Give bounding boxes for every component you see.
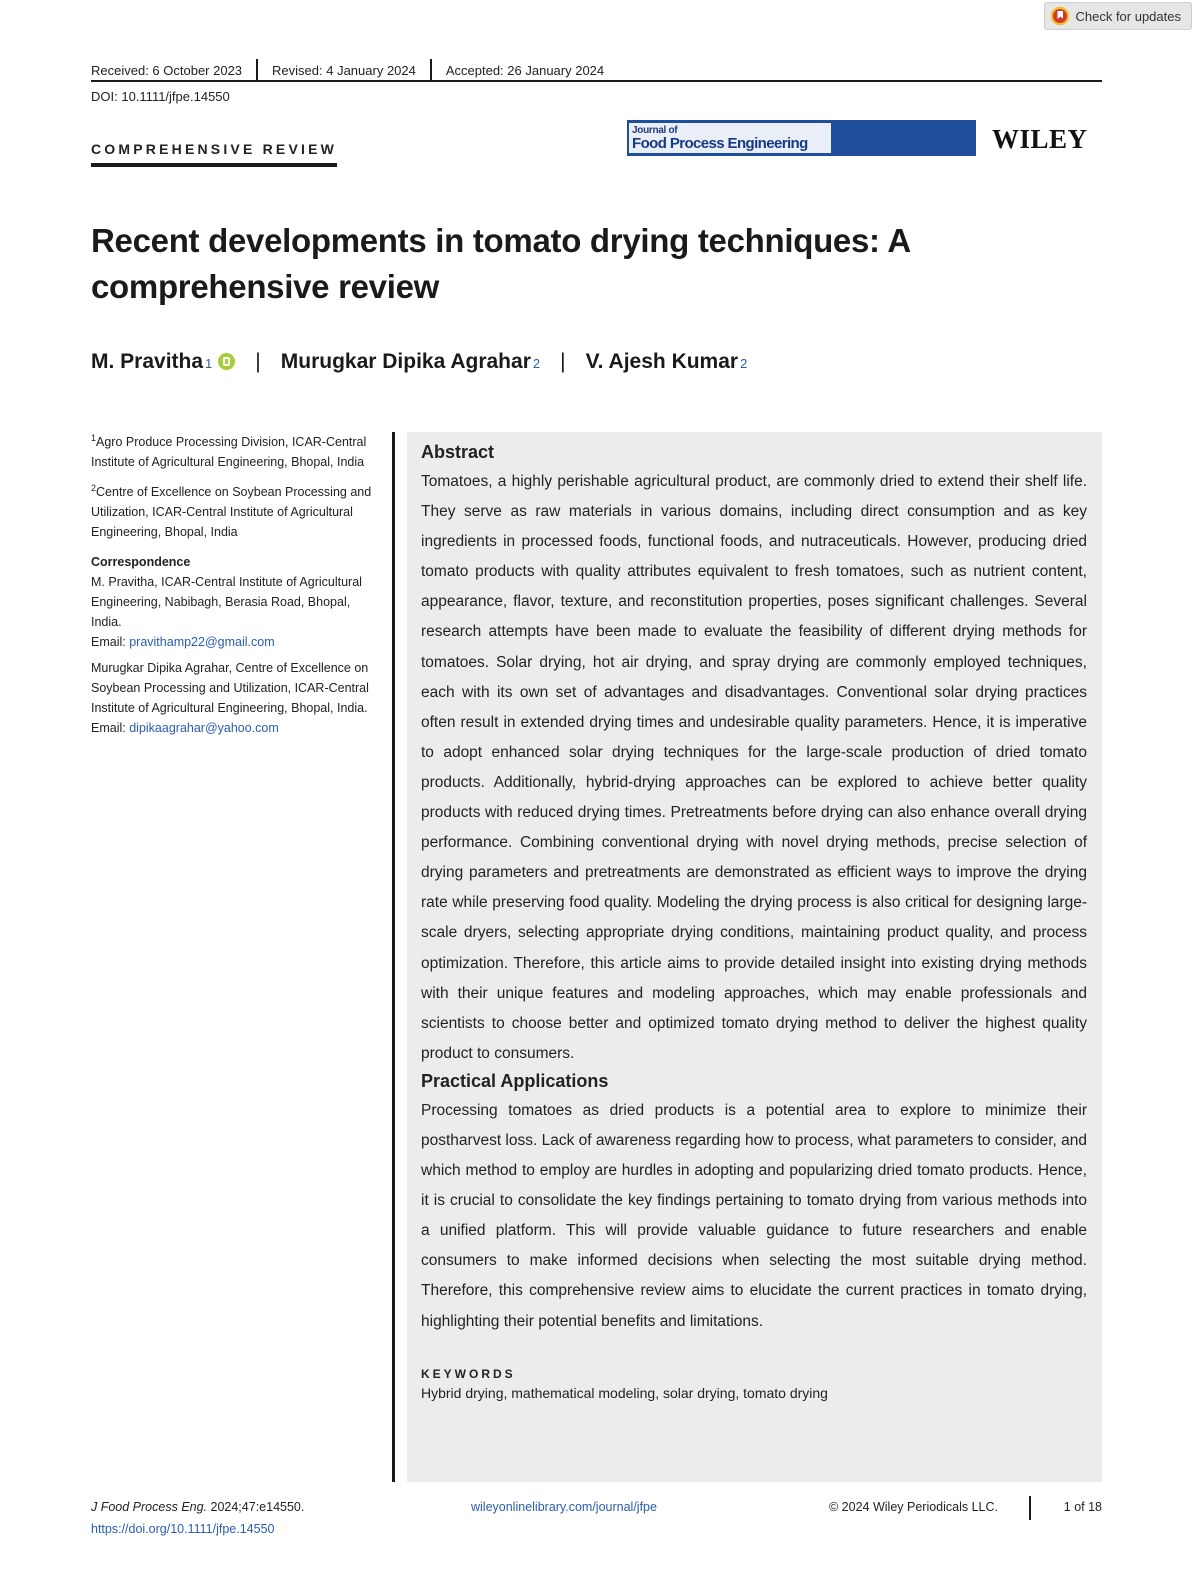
- keywords-list: Hybrid drying, mathematical modeling, solar drying, tomato drying: [421, 1384, 828, 1401]
- email-label: Email:: [91, 721, 126, 736]
- accepted-date: Accepted: 26 January 2024: [445, 62, 605, 78]
- column-divider: [392, 432, 395, 1482]
- footer-citation: [91, 1500, 304, 1514]
- email-link[interactable]: dipikaagrahar@yahoo.com: [129, 721, 279, 736]
- journal-abbrev: J Food Process Eng.: [91, 1500, 208, 1514]
- journal-logo-small-text: Journal of: [632, 124, 678, 136]
- author-affiliation-sup: 2: [740, 356, 748, 371]
- author-name[interactable]: V. Ajesh Kumar: [585, 350, 739, 373]
- footer-copyright: © 2024 Wiley Periodicals LLC.: [829, 1500, 999, 1514]
- affiliation-2: [91, 478, 381, 542]
- author-affiliation-sup: 2: [532, 356, 541, 371]
- practical-applications-heading: Practical Applications: [421, 1070, 609, 1091]
- email-label: Email:: [91, 635, 126, 650]
- email-link[interactable]: pravithamp22@gmail.com: [129, 635, 275, 650]
- author-name[interactable]: Murugkar Dipika Agrahar: [280, 350, 531, 373]
- abstract-text: Tomatoes, a highly perishable agricultural product, are commonly dried to extend their shelf life. They serve as raw materials in various domains, including direct consumption and as key ingredients in processed foods, functional foods, and nutraceuticals. However, producing dried tomato products with quality attributes equivalent to fresh tomatoes, such as nutrient content, appearance, flavor, texture, and reconstitution properties, poses significant challenges. Several research attempts have been made to evaluate the feasibility of different drying methods for tomatoes. Solar drying, hot air drying, and spray drying are commonly employed techniques, each with its own set of advantages and disadvantages. Conventional solar drying practices often result in extended drying times and undesirable quality parameters. Hence, it is imperative to adopt enhanced solar drying techniques for the large-scale production of dried tomato products. Additionally, hybrid-drying approaches can be explored to achieve better quality products with reduced drying times. Pretreatments before drying can also enhance overall drying performance. Combining conventional drying with novel drying methods, precise selection of drying parameters and pretreatments are demonstrated as efficient ways to improve the drying rate while preserving food quality. Modeling the drying process is also critical for designing large-scale dryers, selecting appropriate drying conditions, maintaining product quality, and process optimization. Therefore, this article aims to provide detailed insight into existing drying methods with their unique features and modeling approaches, which may enable professionals and scientists to choose better and optimized tomato drying method to deliver the highest quality product to consumers.: [421, 473, 1087, 1062]
- author-separator: |: [255, 350, 261, 373]
- correspondence-heading: Correspondence: [91, 555, 191, 570]
- correspondence-email-line: [91, 718, 381, 738]
- affiliation-sup: 2: [91, 483, 97, 494]
- article-type: COMPREHENSIVE REVIEW: [91, 141, 337, 167]
- journal-logo-name: Food Process Engineering: [632, 134, 808, 152]
- affiliation-sup: 1: [91, 433, 97, 443]
- affiliation-text: Agro Produce Processing Division, ICAR-Central Institute of Agricultural Engineering, Bhopal, India: [91, 435, 367, 470]
- date-separator: [430, 59, 432, 81]
- footer-separator: [1029, 1496, 1031, 1520]
- revised-date: Revised: 4 January 2024: [272, 62, 416, 78]
- author-affiliation-sup: 1: [205, 356, 213, 371]
- abstract-heading: Abstract: [421, 442, 495, 462]
- affiliation-text: Centre of Excellence on Soybean Processing and Utilization, ICAR-Central Institute of Agricultural Engineering, Bhopal, India: [91, 485, 372, 540]
- check-for-updates-button[interactable]: [1044, 2, 1192, 30]
- bookmark-badge-icon: [1051, 7, 1069, 25]
- publisher-logo: WILEY: [992, 124, 1088, 154]
- journal-logo: [627, 120, 976, 156]
- doi-line: DOI: 10.1111/jfpe.14550: [91, 89, 230, 104]
- abstract-box: [407, 432, 1102, 1482]
- received-date: Received: 6 October 2023: [91, 62, 243, 78]
- citation-volume: 2024;47:e14550.: [207, 1500, 305, 1514]
- page-number: 1 of 18: [1063, 1500, 1102, 1514]
- publication-dates: [91, 60, 1102, 82]
- footer-doi-link[interactable]: https://doi.org/10.1111/jfpe.14550: [91, 1522, 275, 1536]
- author-name[interactable]: M. Pravitha: [91, 350, 204, 373]
- author-list: [91, 350, 747, 374]
- correspondence-email-line: [91, 632, 381, 652]
- affiliations-column: [91, 428, 381, 744]
- correspondence-address: Murugkar Dipika Agrahar, Centre of Excellence on Soybean Processing and Utilization, ICAR-Central Institute of Agricultural Engineering, Bhopal, India.: [91, 661, 369, 716]
- correspondence-1: [91, 572, 381, 652]
- date-separator: [256, 59, 258, 81]
- correspondence-2: [91, 658, 381, 738]
- check-for-updates-label: Check for updates: [1075, 8, 1181, 24]
- practical-applications-text: Processing tomatoes as dried products is a potential area to explore to minimize their postharvest loss. Lack of awareness regarding how to process, what parameters to consider, and which method to employ are hurdles in adopting and popularizing dried tomato products. Hence, it is crucial to consolidate the key findings pertaining to tomato drying from various methods into a unified platform. This will provide valuable guidance to future researchers and enable consumers to make informed decisions when selecting the most suitable drying method. Therefore, this comprehensive review aims to elucidate the current practices in tomato drying, highlighting their potential benefits and limitations.: [421, 1101, 1087, 1330]
- affiliation-1: [91, 428, 381, 472]
- article-title: Recent developments in tomato drying techniques: A comprehensive review: [91, 222, 910, 305]
- author-separator: |: [560, 350, 566, 373]
- keywords-heading: KEYWORDS: [421, 1366, 516, 1381]
- correspondence-address: M. Pravitha, ICAR-Central Institute of Agricultural Engineering, Nabibagh, Berasia Road, Bhopal, India.: [91, 575, 362, 630]
- footer-journal-site-link[interactable]: wileyonlinelibrary.com/journal/jfpe: [471, 1500, 657, 1514]
- orcid-icon[interactable]: [218, 353, 235, 370]
